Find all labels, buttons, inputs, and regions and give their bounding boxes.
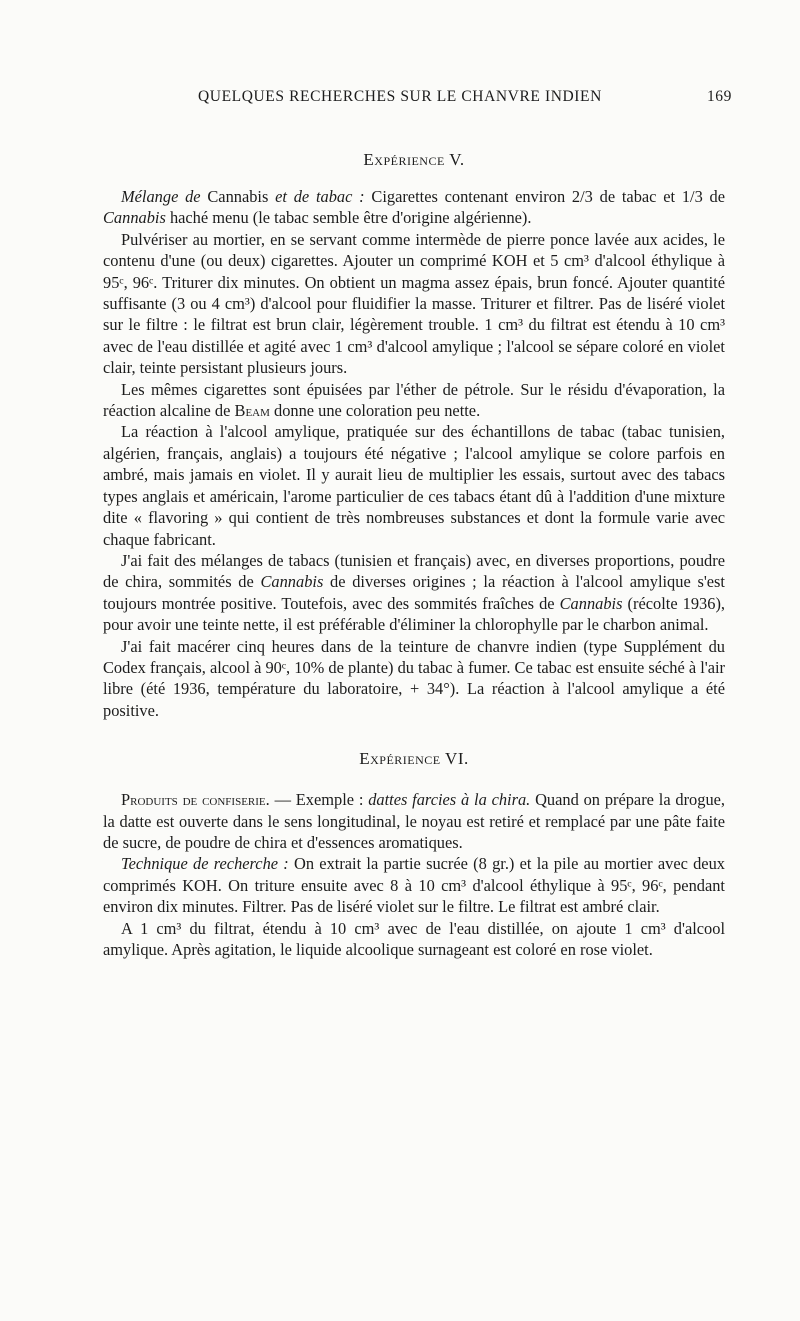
text-run: J'ai fait des mélanges de tabacs (tunisien et français) avec, en diverses proportions, poudre de chira, sommités de — [103, 550, 725, 592]
text-run: haché menu (le tabac semble être d'origine algérienne). — [165, 208, 532, 228]
text-run: de diverses origines ; la réaction à l'alcool amylique s'est toujours montrée positive. Toutefois, avec des sommités fraîches de — [103, 572, 725, 613]
italic-text: Mélange de — [121, 187, 201, 206]
run-in-heading: Produits de confiserie. — [121, 790, 270, 810]
section-body-experience-v — [103, 186, 725, 721]
book-page — [103, 88, 732, 960]
paragraph — [103, 853, 725, 917]
italic-text: dattes farcies à la chira. — [368, 790, 531, 810]
text-run: Cannabis — [200, 187, 276, 206]
paragraph — [103, 550, 725, 636]
italic-text: Cannabis — [103, 208, 166, 228]
italic-text: Technique de recherche : — [121, 854, 289, 874]
page-number: 169 — [706, 88, 732, 105]
text-run: — Exemple : — [269, 790, 369, 810]
italic-text: Cannabis — [559, 593, 623, 613]
paragraph — [103, 186, 725, 229]
paragraph — [103, 789, 725, 853]
section-heading-experience-vi: Expérience VI. — [359, 749, 469, 769]
text-run: Les mêmes cigarettes sont épuisées par l'éther de pétrole. Sur le résidu d'évaporation, la réaction alcaline de — [103, 379, 725, 421]
text-run: Cigarettes contenant environ 2/3 de tabac et 1/3 de — [364, 187, 725, 206]
section-body-experience-vi — [103, 789, 725, 960]
paragraph: La réaction à l'alcool amylique, pratiquée sur des échantillons de tabac (tabac tunisien, algérien, français, anglais) a toujours été négative ; l'alcool amylique se colore parfois en ambré, mais jamais en violet. Il y aurait lieu de multiplier les essais, surtout avec des tabacs types anglais et américain, l'arome particulier de ces tabacs étant dû à l'addition d'une mixture dite « flavoring » qui contient de très nombreuses substances et dont la formule varie avec chaque fabricant. — [103, 422, 725, 549]
text-run: (récolte 1936), pour avoir une teinte nette, il est préférable d'éliminer la chlorophylle par le charbon animal. — [103, 593, 726, 635]
author-name: Beam — [234, 401, 270, 421]
text-run: Quand on prépare la drogue, la datte est ouverte dans le sens longitudinal, le noyau est retiré et remplacé par une pâte faite de sucre, de poudre de chira et d'essences aromatiques. — [103, 790, 726, 852]
paragraph: J'ai fait macérer cinq heures dans de la teinture de chanvre indien (type Supplément du Codex français, alcool à 90ᶜ, 10% de plante) du tabac à fumer. Ce tabac est ensuite séché à l'air libre (été 1936, température du laboratoire, + 34°). La réaction à l'alcool amylique a été positive. — [103, 636, 725, 720]
running-header — [103, 88, 732, 114]
text-run: donne une coloration peu nette. — [269, 401, 481, 421]
paragraph: A 1 cm³ du filtrat, étendu à 10 cm³ avec de l'eau distillée, on ajoute 1 cm³ d'alcool amylique. Après agitation, le liquide alcoolique surnageant est coloré en rose violet. — [103, 918, 725, 959]
paragraph: Pulvériser au mortier, en se servant comme intermède de pierre ponce lavée aux acides, le contenu d'une (ou deux) cigarettes. Ajouter un comprimé KOH et 5 cm³ d'alcool éthylique à 95ᶜ, 96ᶜ. Triturer dix minutes. On obtient un magma assez épais, brun foncé. Ajouter quantité suffisante (3 ou 4 cm³) d'alcool pour fluidifier la masse. Triturer et filtrer. Pas de liséré violet sur le filtre : le filtrat est brun clair, légèrement trouble. 1 cm³ du filtrat est étendu à 10 cm³ avec de l'eau distillée et agité avec 1 cm³ d'alcool amylique ; l'alcool se sépare coloré en violet clair, teinte persistant plusieurs jours. — [103, 229, 725, 378]
paragraph — [103, 379, 725, 422]
section-heading-experience-v: Expérience V. — [363, 150, 465, 169]
text-run: On extrait la partie sucrée (8 gr.) et la pile au mortier avec deux comprimés KOH. On triture ensuite avec 8 à 10 cm³ d'alcool éthylique à 95ᶜ, 96ᶜ, pendant environ dix minutes. Filtrer. Pas de liséré violet sur le filtre. Le filtrat est ambré clair. — [103, 854, 725, 917]
running-title: QUELQUES RECHERCHES SUR LE CHANVRE INDIEN — [198, 88, 602, 105]
italic-text: et de tabac : — [275, 187, 365, 206]
italic-text: Cannabis — [260, 572, 324, 592]
